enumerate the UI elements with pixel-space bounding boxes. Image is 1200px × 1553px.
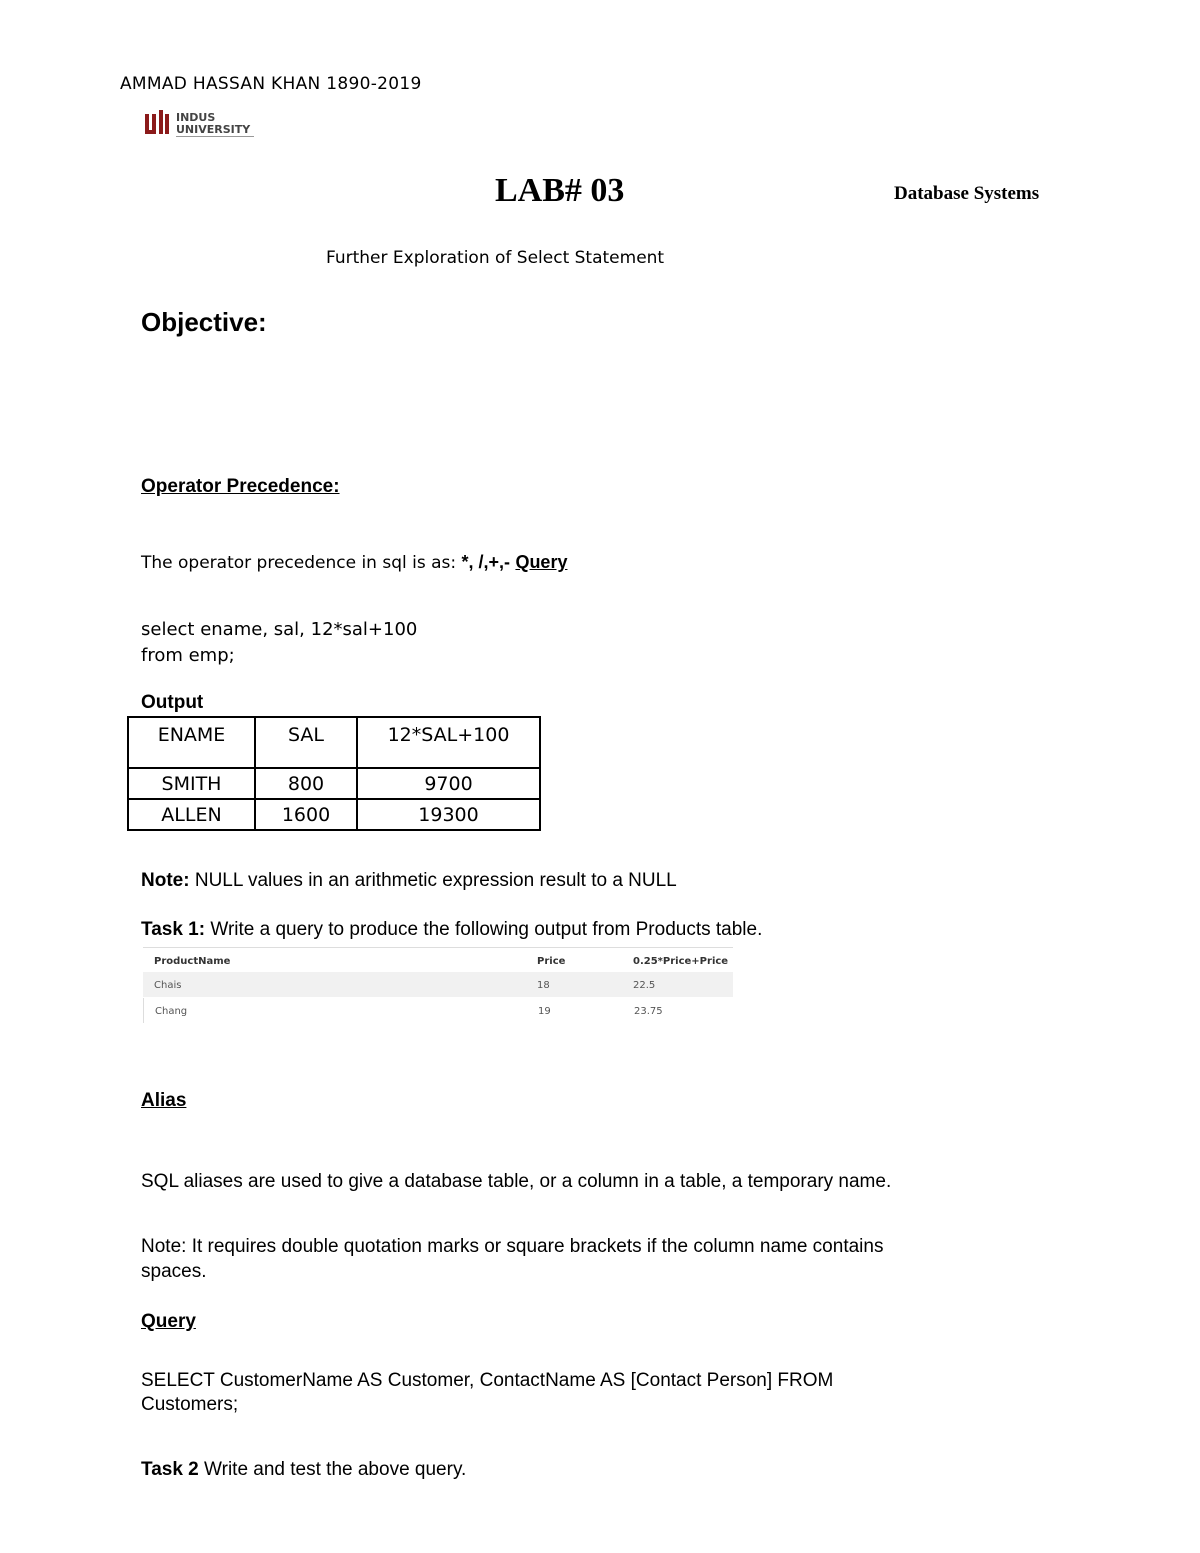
table-header-cell: SAL: [255, 717, 357, 768]
products-header-cell: ProductName: [154, 956, 231, 967]
products-header-cell: 0.25*Price+Price: [633, 956, 729, 967]
objective-heading: Objective:: [141, 307, 267, 337]
products-cell: 19: [538, 1006, 551, 1017]
table-header-cell: 12*SAL+100: [357, 717, 540, 768]
table-cell: 9700: [357, 768, 540, 799]
table-cell: 19300: [357, 799, 540, 830]
alias-query-heading: Query: [141, 1311, 196, 1332]
output-label: Output: [141, 692, 204, 713]
products-header-cell: Price: [537, 956, 566, 967]
svg-text:INDUS: INDUS: [176, 111, 216, 124]
lab-title: LAB# 03: [495, 172, 625, 209]
products-cell: 22.5: [633, 980, 656, 991]
alias-description: SQL aliases are used to give a database table, or a column in a table, a temporary name.: [141, 1171, 892, 1192]
products-cell: Chang: [155, 1006, 188, 1017]
query-line-1: select ename, sal, 12*sal+100: [141, 619, 418, 640]
precedence-line: [141, 552, 567, 573]
products-row: [143, 998, 734, 1023]
products-header-row: [143, 947, 733, 973]
alias-query-line-1: SELECT CustomerName AS Customer, ContactName AS [Contact Person] FROM: [141, 1370, 834, 1391]
task1-line: [141, 919, 762, 941]
note-line: [141, 870, 677, 892]
table-header-cell: ENAME: [128, 717, 255, 768]
operator-precedence-heading: Operator Precedence:: [141, 476, 340, 497]
table-cell: 1600: [255, 799, 357, 830]
products-cell: 18: [537, 980, 550, 991]
products-row: [143, 972, 733, 997]
task2-text: Write and test the above query.: [198, 1459, 467, 1480]
products-output-image: [143, 947, 733, 1023]
alias-query-line-2: Customers;: [141, 1394, 239, 1415]
note-text: NULL values in an arithmetic expression result to a NULL: [189, 870, 677, 891]
alias-heading: Alias: [141, 1090, 187, 1111]
author-header: AMMAD HASSAN KHAN 1890-2019: [120, 74, 422, 94]
products-cell: Chais: [154, 980, 182, 991]
table-cell: SMITH: [128, 768, 255, 799]
task2-label: Task 2: [141, 1459, 199, 1480]
task1-text: Write a query to produce the following output from Products table.: [205, 919, 763, 940]
note-label: Note:: [141, 870, 190, 891]
university-logo-icon: [143, 108, 283, 140]
output-table: [127, 716, 541, 831]
precedence-operators: *, /,+,-: [461, 552, 511, 572]
precedence-text: The operator precedence in sql is as:: [141, 553, 462, 573]
task1-label: Task 1:: [141, 919, 206, 940]
svg-text:UNIVERSITY: UNIVERSITY: [176, 123, 251, 136]
alias-note-line-2: spaces.: [141, 1261, 207, 1282]
products-cell: 23.75: [634, 1006, 663, 1017]
query-label: Query: [515, 552, 568, 572]
table-row: [128, 799, 540, 830]
table-cell: ALLEN: [128, 799, 255, 830]
table-header-row: [128, 717, 540, 768]
lab-subtitle: Further Exploration of Select Statement: [326, 248, 665, 268]
task2-line: [141, 1459, 466, 1481]
university-logo: [143, 108, 283, 140]
query-line-2: from emp;: [141, 645, 235, 666]
table-cell: 800: [255, 768, 357, 799]
course-name: Database Systems: [894, 183, 1040, 204]
table-row: [128, 768, 540, 799]
alias-note-line-1: Note: It requires double quotation marks or square brackets if the column name contains: [141, 1236, 884, 1257]
